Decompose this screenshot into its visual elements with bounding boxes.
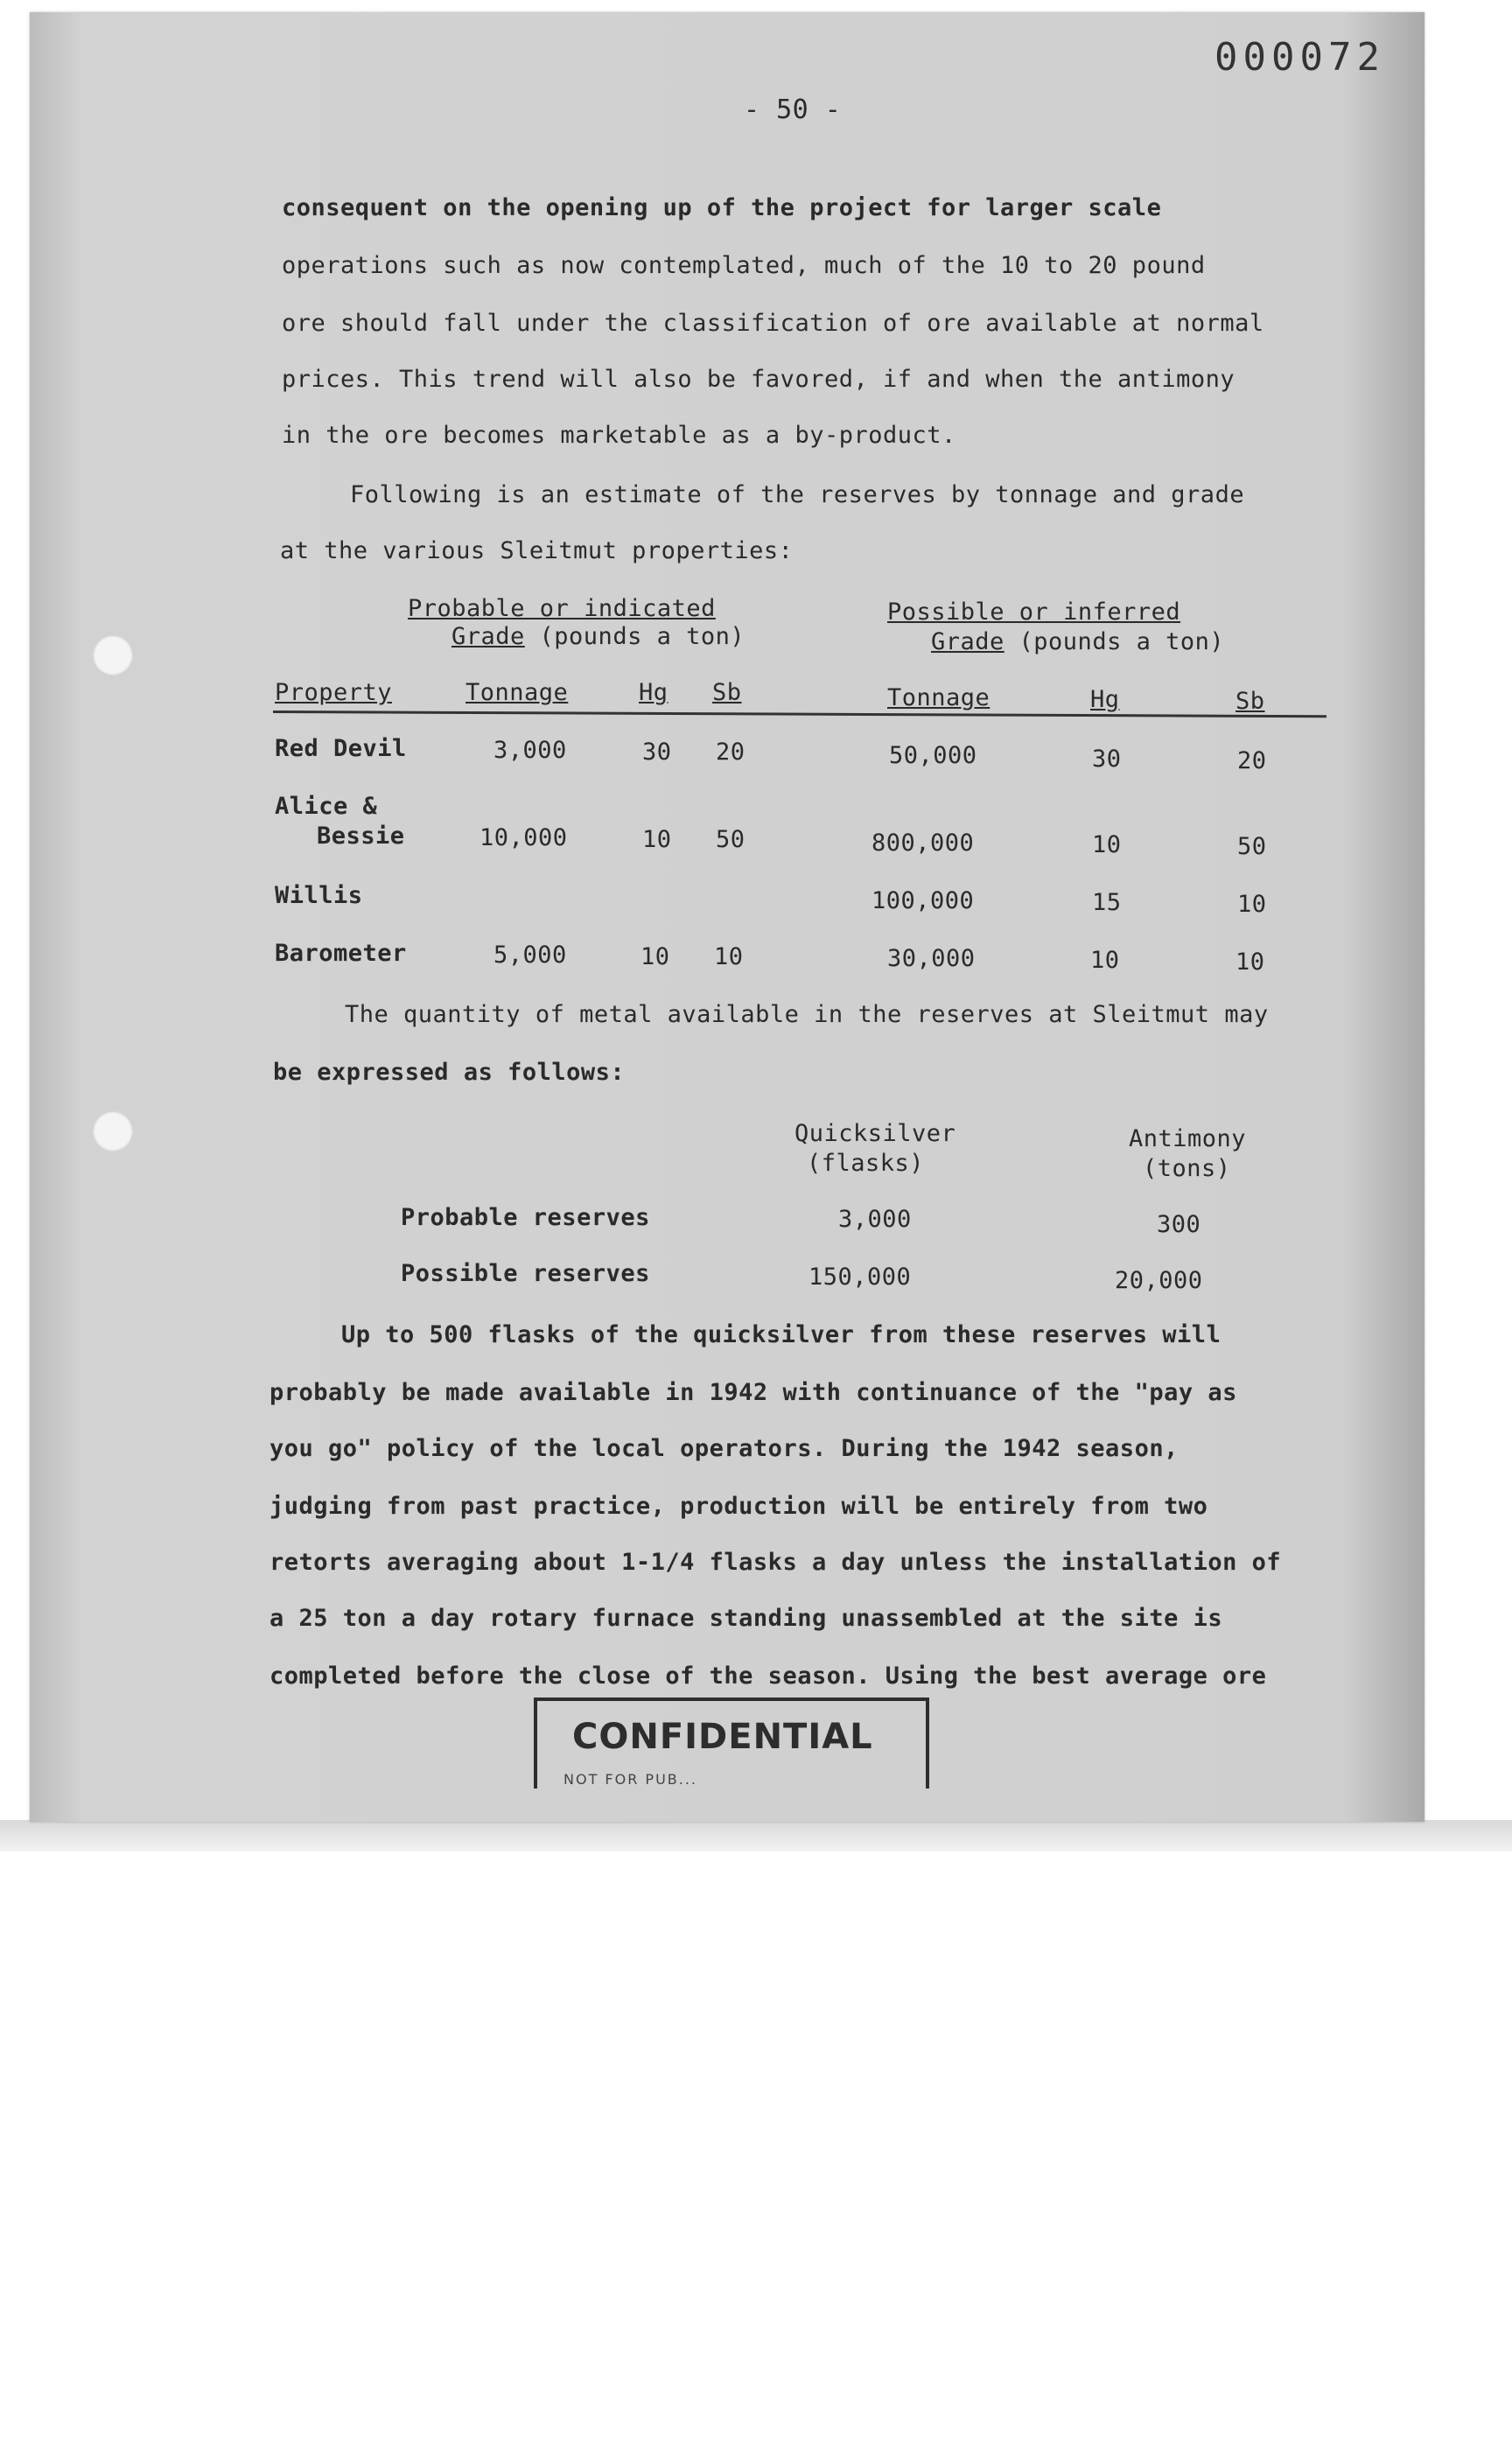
metal-row-antimony: 300 bbox=[1157, 1211, 1201, 1238]
metal-row-antimony: 20,000 bbox=[1115, 1267, 1203, 1294]
row-property-name: Willis bbox=[275, 882, 363, 909]
metal-col-antimony-unit: (tons) bbox=[1143, 1155, 1231, 1182]
paragraph-4-line-4: judging from past practice, production will be entirely from two bbox=[270, 1493, 1208, 1520]
row-tonnage-possible: 30,000 bbox=[887, 945, 976, 972]
row-property-name: Barometer bbox=[275, 940, 407, 967]
paragraph-1-line-5: in the ore becomes marketable as a by-product. bbox=[282, 422, 956, 449]
stamp-subtitle: NOT FOR PUB... bbox=[564, 1771, 698, 1788]
paragraph-3-line-2: be expressed as follows: bbox=[273, 1059, 626, 1086]
row-sb-probable: 50 bbox=[716, 826, 746, 853]
header-property: Property bbox=[275, 679, 393, 706]
row-tonnage-possible: 800,000 bbox=[872, 830, 975, 857]
punch-hole-upper bbox=[93, 635, 133, 676]
header-sb-probable: Sb bbox=[712, 679, 742, 706]
header-tonnage-possible: Tonnage bbox=[887, 684, 990, 711]
paragraph-1-line-4: prices. This trend will also be favored, if and when the antimony bbox=[282, 366, 1236, 393]
metal-row-label: Possible reserves bbox=[401, 1260, 650, 1287]
possible-group-title: Possible or inferred bbox=[887, 598, 1181, 626]
row-hg-possible: 10 bbox=[1092, 831, 1122, 858]
row-sb-possible: 10 bbox=[1237, 891, 1267, 918]
possible-grade-word: Grade bbox=[931, 628, 1004, 655]
row-hg-probable: 10 bbox=[640, 943, 670, 970]
paragraph-2-line-1: Following is an estimate of the reserves by tonnage and grade bbox=[350, 481, 1245, 508]
row-sb-possible: 20 bbox=[1237, 747, 1267, 774]
possible-group-grade bbox=[931, 628, 1224, 655]
header-tonnage-probable: Tonnage bbox=[466, 679, 569, 706]
row-tonnage-probable: 3,000 bbox=[494, 737, 567, 764]
header-hg-possible: Hg bbox=[1090, 686, 1120, 713]
metal-col-quicksilver-unit: (flasks) bbox=[807, 1150, 925, 1177]
document-number: 000072 bbox=[1214, 35, 1385, 80]
row-hg-probable: 10 bbox=[642, 826, 672, 853]
paragraph-4-line-7: completed before the close of the season. Using the best average ore bbox=[270, 1662, 1267, 1690]
possible-grade-unit: (pounds a ton) bbox=[1004, 628, 1225, 655]
paragraph-1-line-2: operations such as now contemplated, much of the 10 to 20 pound bbox=[282, 252, 1206, 279]
page-number: - 50 - bbox=[744, 94, 842, 125]
row-hg-possible: 30 bbox=[1092, 746, 1122, 773]
row-sb-possible: 10 bbox=[1236, 948, 1265, 976]
paragraph-1-line-1: consequent on the opening up of the project for larger scale bbox=[282, 194, 1162, 221]
header-sb-possible: Sb bbox=[1236, 688, 1265, 715]
row-tonnage-possible: 100,000 bbox=[872, 887, 975, 914]
header-hg-probable: Hg bbox=[639, 679, 668, 706]
row-property-name: Alice & bbox=[275, 793, 378, 820]
paragraph-4-line-2: probably be made available in 1942 with continuance of the "pay as bbox=[270, 1379, 1237, 1406]
probable-grade-word: Grade bbox=[452, 623, 525, 650]
row-sb-probable: 20 bbox=[716, 738, 746, 766]
metal-col-antimony-title: Antimony bbox=[1129, 1125, 1247, 1152]
row-tonnage-probable: 5,000 bbox=[494, 942, 567, 969]
probable-group-title: Probable or indicated bbox=[408, 595, 716, 622]
paragraph-4-line-6: a 25 ton a day rotary furnace standing unassembled at the site is bbox=[270, 1605, 1223, 1632]
probable-group-grade bbox=[452, 623, 745, 650]
stamp-title: CONFIDENTIAL bbox=[572, 1717, 873, 1757]
metal-row-quicksilver: 3,000 bbox=[838, 1206, 912, 1233]
row-hg-possible: 15 bbox=[1092, 889, 1122, 916]
row-hg-possible: 10 bbox=[1090, 947, 1120, 974]
row-property-name-cont: Bessie bbox=[317, 822, 405, 850]
punch-hole-lower bbox=[93, 1111, 133, 1152]
probable-grade-unit: (pounds a ton) bbox=[524, 623, 746, 650]
metal-row-quicksilver: 150,000 bbox=[808, 1264, 912, 1291]
row-sb-probable: 10 bbox=[714, 943, 744, 970]
metal-col-quicksilver-title: Quicksilver bbox=[794, 1120, 956, 1147]
row-tonnage-probable: 10,000 bbox=[480, 824, 568, 851]
page-underlay bbox=[0, 1820, 1512, 1852]
row-sb-possible: 50 bbox=[1237, 833, 1267, 860]
row-tonnage-possible: 50,000 bbox=[889, 742, 977, 769]
paragraph-1-line-3: ore should fall under the classification of ore available at normal bbox=[282, 310, 1264, 337]
confidential-stamp bbox=[534, 1698, 929, 1788]
metal-row-label: Probable reserves bbox=[401, 1204, 650, 1231]
paragraph-4-line-1: Up to 500 flasks of the quicksilver from these reserves will bbox=[341, 1321, 1222, 1348]
paragraph-4-line-5: retorts averaging about 1-1/4 flasks a day unless the installation of bbox=[270, 1549, 1282, 1576]
paragraph-4-line-3: you go" policy of the local operators. During the 1942 season, bbox=[270, 1435, 1179, 1462]
paragraph-2-line-2: at the various Sleitmut properties: bbox=[280, 537, 794, 564]
row-hg-probable: 30 bbox=[642, 738, 672, 766]
paragraph-3-line-1: The quantity of metal available in the reserves at Sleitmut may bbox=[345, 1001, 1269, 1028]
row-property-name: Red Devil bbox=[275, 735, 407, 762]
